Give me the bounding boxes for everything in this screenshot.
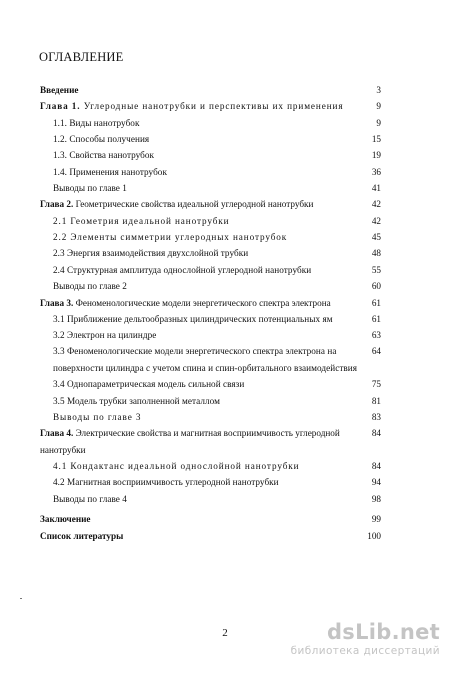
toc-entry-label bbox=[40, 428, 340, 439]
toc-entry-text: 1.2. Способы получения bbox=[53, 134, 150, 144]
toc-entry-label bbox=[53, 477, 279, 488]
toc-entry-page: 83 bbox=[371, 412, 381, 422]
toc-entry-text: 2.3 Энергия взаимодействия двухслойной трубки bbox=[53, 248, 249, 258]
toc-entry-label bbox=[53, 248, 248, 259]
toc-entry-text: 3.3 Феноменологические модели энергетического спектра электрона на bbox=[53, 346, 337, 356]
toc-entry-text: 2.1 Геометрия идеальной нанотрубки bbox=[53, 216, 230, 226]
toc-entry-label bbox=[53, 167, 167, 178]
toc-entry-bold-label: Заключение bbox=[40, 514, 91, 524]
toc-entry-text: Выводы по главе 1 bbox=[53, 183, 127, 193]
toc-entry-text: 4.2 Магнитная восприимчивость углеродной нанотрубки bbox=[53, 477, 279, 487]
toc-entry-page: 9 bbox=[376, 101, 381, 111]
toc-entry-label bbox=[53, 232, 287, 243]
toc-entry-label bbox=[53, 281, 127, 292]
toc-entry-label bbox=[53, 265, 311, 276]
toc-entry-text: Феноменологические модели энергетического спектра электрона bbox=[73, 298, 331, 308]
toc-entry-text: 2.2 Элементы симметрии углеродных нанотрубок bbox=[53, 232, 288, 242]
toc-entry-page: 15 bbox=[371, 134, 381, 144]
toc-entry-text: Выводы по главе 2 bbox=[53, 281, 127, 291]
toc-entry-label bbox=[53, 134, 149, 145]
toc-entry-text: Углеродные нанотрубки и перспективы их применения bbox=[80, 101, 344, 111]
toc-entry-bold-label: Глава 4. bbox=[40, 428, 74, 438]
toc-entry-page: 41 bbox=[371, 183, 381, 193]
toc-entry-bold-label: Глава 2. bbox=[40, 199, 74, 209]
watermark-logo: dsLib.net bbox=[326, 620, 440, 644]
toc-entry-text: 3.1 Приближение дельтообразных цилиндрических потенциальных ям bbox=[53, 314, 333, 324]
toc-entry-label bbox=[40, 445, 86, 456]
toc-entry-label bbox=[53, 216, 230, 227]
toc-entry-bold-label: Глава 3. bbox=[40, 298, 74, 308]
page-number: 2 bbox=[222, 627, 228, 639]
toc-entry-page: 81 bbox=[371, 396, 381, 406]
toc-entry-text: 2.4 Структурная амплитуда однослойной углеродной нанотрубки bbox=[53, 265, 312, 275]
toc-entry-label bbox=[53, 330, 156, 341]
toc-entry-page: 42 bbox=[371, 216, 381, 226]
toc-entry-page: 94 bbox=[371, 477, 381, 487]
toc-entry-page: 75 bbox=[371, 379, 381, 389]
toc-entry-page: 61 bbox=[371, 298, 381, 308]
toc-entry-text: поверхности цилиндра с учетом спина и спин-орбитального взаимодействия bbox=[53, 363, 358, 373]
toc-entry-text: 3.4 Однопараметрическая модель сильной связи bbox=[53, 379, 245, 389]
toc-entry-label bbox=[40, 514, 91, 525]
toc-entry-page: 84 bbox=[371, 428, 381, 438]
toc-entry-text: Выводы по главе 3 bbox=[53, 412, 142, 422]
toc-entry-label bbox=[53, 363, 357, 374]
toc-entry-label bbox=[40, 531, 123, 542]
toc-entry-page: 19 bbox=[371, 150, 381, 160]
toc-entry-page: 63 bbox=[371, 330, 381, 340]
toc-entry-page: 36 bbox=[371, 167, 381, 177]
toc-entry-page: 42 bbox=[371, 199, 381, 209]
toc-entry-page: 98 bbox=[371, 494, 381, 504]
toc-entry-text: 1.1. Виды нанотрубок bbox=[53, 118, 140, 128]
toc-entry-text: 1.3. Свойства нанотрубок bbox=[53, 150, 155, 160]
toc-entry-label bbox=[53, 494, 127, 505]
toc-entry-label bbox=[53, 314, 333, 325]
toc-entry-label bbox=[53, 183, 127, 194]
toc-entry-page: 99 bbox=[371, 514, 381, 524]
toc-entry-text: 3.2 Электрон на цилиндре bbox=[53, 330, 157, 340]
toc-entry-label bbox=[53, 379, 244, 390]
watermark-subtitle: библиотека диссертаций bbox=[290, 645, 440, 657]
toc-entry-label bbox=[40, 101, 343, 112]
toc-entry-page: 45 bbox=[371, 232, 381, 242]
toc-entry-text: Выводы по главе 4 bbox=[53, 494, 127, 504]
toc-entry-label bbox=[53, 118, 139, 129]
toc-entry-page: 64 bbox=[371, 346, 381, 356]
toc-entry-bold-label: Список литературы bbox=[40, 531, 124, 541]
toc-entry-label bbox=[53, 346, 336, 357]
toc-entry-label bbox=[53, 396, 220, 407]
scan-speck bbox=[20, 598, 22, 599]
toc-entry-page: 100 bbox=[367, 531, 381, 541]
toc-entry-page: 60 bbox=[371, 281, 381, 291]
toc-entry-text: 4.1 Кондактанс идеальной однослойной нанотрубки bbox=[53, 461, 300, 471]
toc-entry-bold-label: Введение bbox=[40, 85, 79, 95]
toc-title: ОГЛАВЛЕНИЕ bbox=[39, 50, 124, 64]
watermark bbox=[291, 620, 440, 657]
toc-entry-page: 55 bbox=[371, 265, 381, 275]
toc-entry-page: 3 bbox=[376, 85, 381, 95]
toc-entry-text: 1.4. Применения нанотрубок bbox=[53, 167, 167, 177]
toc-entry-label bbox=[53, 461, 299, 472]
toc-entry-page: 61 bbox=[371, 314, 381, 324]
toc-entry-text: 3.5 Модель трубки заполненной металлом bbox=[53, 396, 220, 406]
toc-entry-page: 84 bbox=[371, 461, 381, 471]
toc-entry-text: нанотрубки bbox=[40, 445, 86, 455]
toc-entry-label bbox=[53, 412, 141, 423]
toc-entry-text: Геометрические свойства идеальной углеродной нанотрубки bbox=[73, 199, 314, 209]
toc-entry-label bbox=[40, 85, 78, 96]
toc-entry-label bbox=[53, 150, 154, 161]
toc-entry-page: 9 bbox=[376, 118, 381, 128]
toc-entry-label bbox=[40, 298, 331, 309]
toc-entry-label bbox=[40, 199, 313, 210]
toc-entry-page: 48 bbox=[371, 248, 381, 258]
toc-entry-text: Электрические свойства и магнитная восприимчивость углеродной bbox=[73, 428, 340, 438]
toc-entry-bold-label: Глава 1. bbox=[40, 101, 81, 111]
